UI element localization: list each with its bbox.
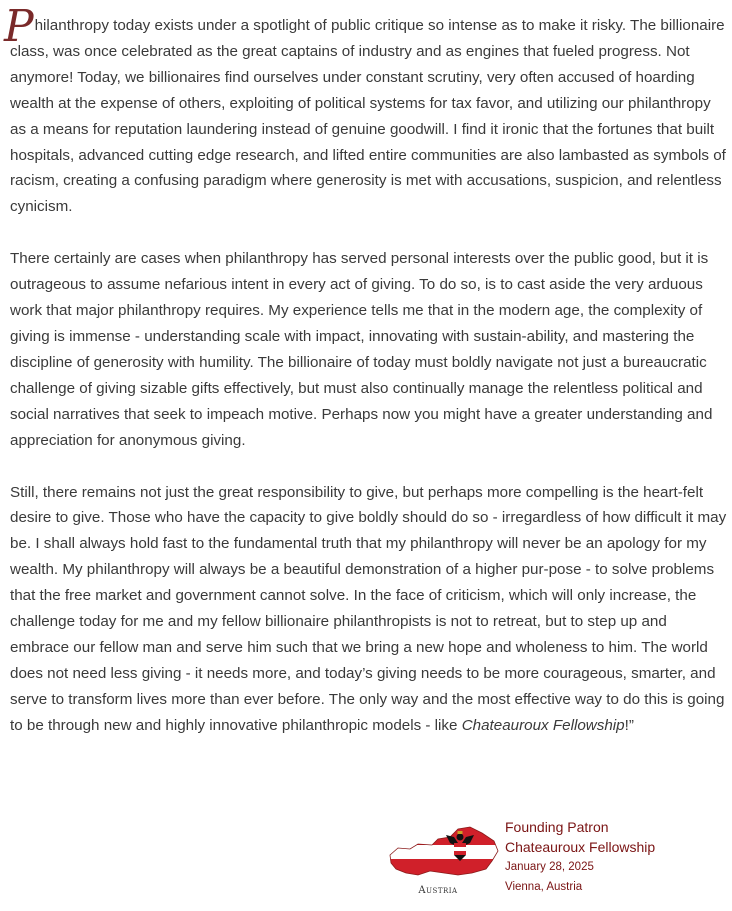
paragraph-1 bbox=[4, 0, 728, 220]
letter-footer bbox=[0, 805, 732, 911]
fellowship-name-italic: Chateauroux Fellowship bbox=[461, 716, 625, 734]
signature-date: January 28, 2025 bbox=[505, 861, 594, 873]
signature-title: Founding Patron bbox=[505, 819, 609, 835]
paragraph-3-text: Still, there remains not just the great responsibility to give, but perhaps more compelling is the heart-felt desire to give. Those who have the capacity to give boldly should do so - irregardless of how difficult it may be. I shall always hold fast to the fundamental truth that my philanthropy will never be an apology for my wealth. My philanthropy will always be a beautiful demonstration of a higher pur-pose - to solve problems that the free market and government cannot solve. In the face of criticism, which will only increase, the challenge today for me and my fellow billionaire philanthropists is not to retreat, but to step up and embrace our fellow man and serve him such that we bring a new hope and wholeness to him. The world does not need less giving - it needs more, and today’s giving needs to be more courageous, smarter, and serve to transform lives more than ever before. The only way and the most effective way to do this is going to be through new and highly innovative philanthropic models - like bbox=[10, 483, 727, 734]
paragraph-3 bbox=[10, 480, 728, 739]
country-label: Austria bbox=[418, 885, 458, 896]
signature-block bbox=[505, 817, 655, 897]
paragraph-2: There certainly are cases when philanthropy has served personal interests over the public good, but it is outrageous to assume nefarious intent in every act of giving. To do so, is to cast aside the very arduous work that major philanthropy requires. My experience tells me that in the modern age, the complexity of giving is immense - understanding scale with impact, innovating with sustain-ability, and mastering the discipline of generosity with humility. The billionaire of today must boldly navigate not just a bureaucratic challenge of giving sizable gifts effectively, but must also continually manage the relentless political and social narratives that seek to impeach motive. Perhaps now you might have a greater understanding and appreciation for anonymous giving. bbox=[10, 250, 713, 449]
letter-body bbox=[4, 0, 728, 765]
signature-place: Vienna, Austria bbox=[505, 881, 583, 893]
austria-flag-map-icon bbox=[388, 815, 500, 895]
austria-map-svg bbox=[388, 815, 500, 895]
signature-organization: Chateauroux Fellowship bbox=[505, 839, 656, 855]
closing-quote: !” bbox=[624, 716, 634, 734]
drop-cap: P bbox=[4, 1, 34, 52]
paragraph-1-text: hilanthropy today exists under a spotlight of public critique so intense as to make it risky. The billionaire class, was once celebrated as the great captains of industry and as engines that fueled progress. Not anymore! Today, we billionaires find ourselves under constant scrutiny, very often accused of hoarding wealth at the expense of others, exploiting of political systems for tax favor, and utilizing our philanthropy as a means for reputation laundering instead of genuine goodwill. I find it ironic that the fortunes that built hospitals, advanced cutting edge research, and lifted entire communities are also lambasted as symbols of racism, creating a confusing paradigm where generosity is met with accusations, suspicion, and relentless cynicism. bbox=[10, 17, 726, 216]
